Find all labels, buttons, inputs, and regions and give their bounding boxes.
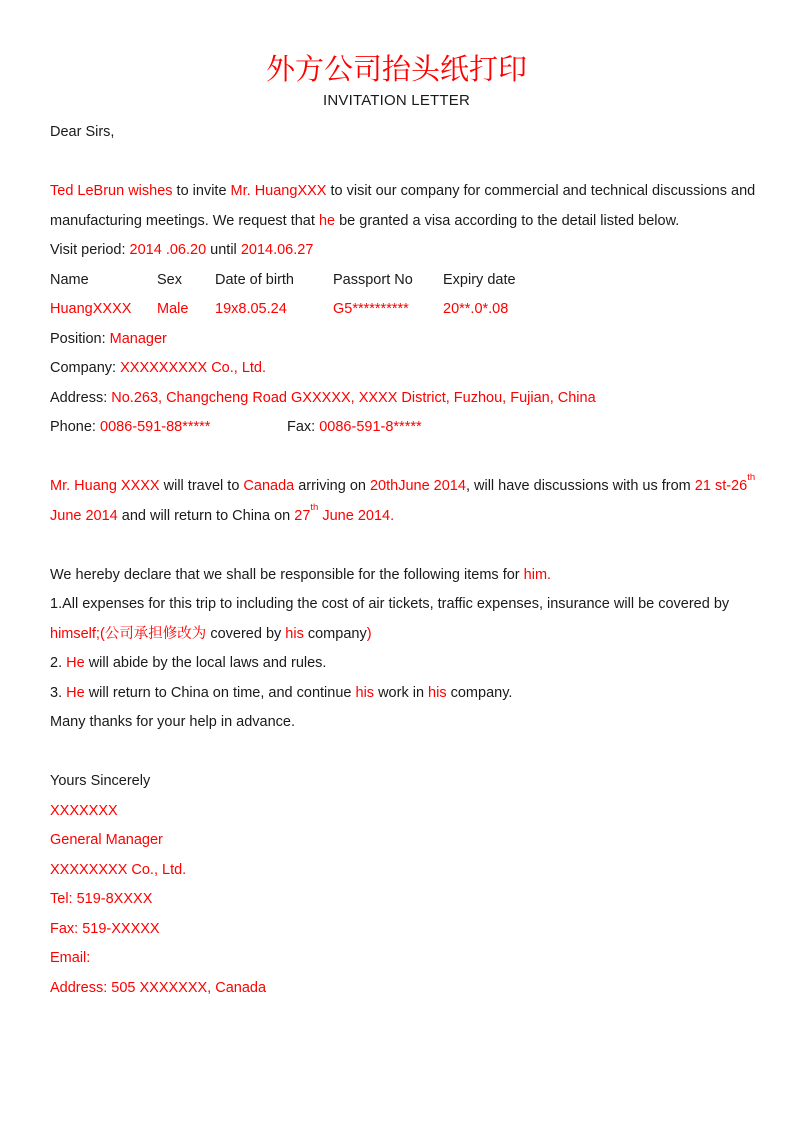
phone-fax-line — [50, 413, 743, 443]
closing-text: Yours Sincerely — [50, 773, 151, 789]
text-run: work in — [374, 684, 429, 701]
col-header-name: Name — [50, 271, 89, 288]
text-run: will return to China on time, and continue — [84, 684, 356, 701]
pronoun-his: his — [285, 625, 304, 642]
letter-subtitle: INVITATION LETTER — [322, 92, 471, 109]
signatory-role: General Manager — [50, 832, 163, 848]
text-run: manufacturing meetings. We request that — [50, 212, 319, 229]
signatory-company-line — [50, 856, 743, 886]
blank-line — [0, 443, 793, 473]
position-line — [50, 325, 743, 355]
text-run: and will return to China on — [117, 507, 295, 524]
text-run: We hereby declare that we shall be responsible for the following items for — [50, 566, 524, 583]
text-run: will travel to — [159, 478, 244, 494]
invite-paragraph-line1 — [50, 177, 756, 207]
travel-paragraph-line1 — [50, 472, 756, 502]
return-date-day: 27 — [294, 507, 311, 524]
declaration-line — [50, 561, 743, 591]
visit-period-label: Visit period: — [50, 242, 130, 258]
inviter-name: Ted LeBrun wishes — [50, 183, 173, 199]
value-expiry: 20**.0*.08 — [443, 301, 509, 317]
fax-label: Fax: — [287, 419, 320, 435]
traveler-name: Mr. Huang XXXX — [50, 478, 160, 494]
visit-start-date: 2014 .06.20 — [129, 242, 207, 258]
ordinal-suffix: th — [310, 501, 319, 513]
blank-line — [0, 738, 793, 768]
pronoun-his: his — [355, 684, 375, 701]
position-label: Position: — [50, 330, 110, 347]
himself-note: himself;(公司承担修改为 — [50, 625, 207, 642]
signatory-fax-line — [50, 915, 743, 945]
page-title: 外方公司抬头纸打印 — [265, 52, 527, 86]
visit-period-line — [50, 236, 743, 266]
company-value: XXXXXXXXX Co., Ltd. — [120, 360, 267, 376]
signatory-company: XXXXXXXX Co., Ltd. — [50, 861, 187, 878]
text-run: until — [206, 242, 241, 258]
signatory-fax: Fax: 519-XXXXX — [50, 920, 160, 937]
pronoun-him: him. — [523, 566, 552, 583]
table-value-row — [50, 295, 743, 325]
text-run: Many thanks for your help in advance. — [50, 714, 296, 730]
blank-line — [0, 148, 793, 178]
company-line — [50, 354, 743, 384]
rule2-line — [50, 649, 743, 679]
visit-end-date: 2014.06.27 — [240, 242, 314, 258]
invite-paragraph-line2 — [50, 207, 743, 237]
signatory-email-line — [50, 944, 743, 974]
fax-value: 0086-591-8***** — [319, 419, 422, 435]
text-run: arriving on — [294, 478, 370, 494]
col-header-sex: Sex — [157, 271, 182, 288]
text-run: covered by — [206, 625, 286, 642]
rule3-line — [50, 679, 743, 709]
phone-part — [50, 413, 287, 443]
pronoun-he: He — [66, 655, 85, 671]
signatory-role-line — [50, 826, 743, 856]
value-passport: G5********** — [333, 301, 409, 317]
col-header-expiry: Expiry date — [443, 271, 516, 288]
destination-country: Canada — [243, 478, 295, 494]
discussion-dates-cont: June 2014 — [50, 507, 118, 524]
col-header-passport: Passport No — [333, 271, 413, 288]
text-run: to visit our company for commercial and technical discussions and — [326, 183, 756, 199]
expenses-line2 — [50, 620, 743, 650]
salutation — [50, 118, 743, 148]
text-run: 1.All expenses for this trip to including the cost of air tickets, traffic expenses, insurance will be covered by — [50, 596, 730, 612]
text-run: will abide by the local laws and rules. — [84, 655, 327, 671]
pronoun-his: his — [428, 684, 447, 701]
value-dob: 19x8.05.24 — [215, 301, 287, 317]
value-sex: Male — [157, 301, 189, 317]
position-value: Manager — [109, 330, 167, 347]
pronoun-he: he — [318, 212, 336, 229]
blank-line — [0, 531, 793, 561]
signatory-address-line — [50, 974, 743, 1004]
table-header-row — [50, 266, 743, 296]
address-label: Address: — [50, 389, 112, 406]
travel-paragraph-line2 — [50, 502, 743, 532]
signatory-email: Email: — [50, 950, 91, 966]
list-number: 3. — [50, 684, 67, 701]
company-label: Company: — [50, 360, 121, 376]
discussion-dates: 21 st-26 — [694, 478, 748, 494]
col-header-dob: Date of birth — [215, 271, 294, 288]
signatory-name: XXXXXXX — [50, 802, 118, 819]
guest-name: Mr. HuangXXX — [230, 183, 327, 199]
text-run: be granted a visa according to the detail listed below. — [335, 212, 680, 229]
salutation-text: Dear Sirs, — [50, 124, 115, 140]
closing-line — [50, 767, 743, 797]
text-run: , will have discussions with us from — [465, 478, 695, 494]
signatory-name-line — [50, 797, 743, 827]
signatory-address: Address: 505 XXXXXXX, Canada — [50, 979, 267, 996]
return-date-rest: June 2014. — [318, 507, 395, 524]
signatory-tel-line — [50, 885, 743, 915]
arrival-date: 20thJune 2014 — [369, 478, 466, 494]
address-line — [50, 384, 743, 414]
text-run: company — [303, 625, 367, 642]
signatory-tel: Tel: 519-8XXXX — [50, 891, 153, 907]
thanks-line — [50, 708, 743, 738]
list-number: 2. — [50, 655, 67, 671]
closing-paren: ) — [366, 625, 372, 642]
phone-label: Phone: — [50, 419, 100, 435]
pronoun-he: He — [66, 684, 85, 701]
ordinal-suffix: th — [747, 472, 756, 484]
text-run: company. — [446, 684, 513, 701]
text-run: to invite — [172, 183, 231, 199]
value-name: HuangXXXX — [50, 301, 132, 317]
expenses-line1 — [50, 590, 743, 620]
phone-value: 0086-591-88***** — [100, 419, 211, 435]
address-value: No.263, Changcheng Road GXXXXX, XXXX District, Fuzhou, Fujian, China — [111, 389, 596, 406]
